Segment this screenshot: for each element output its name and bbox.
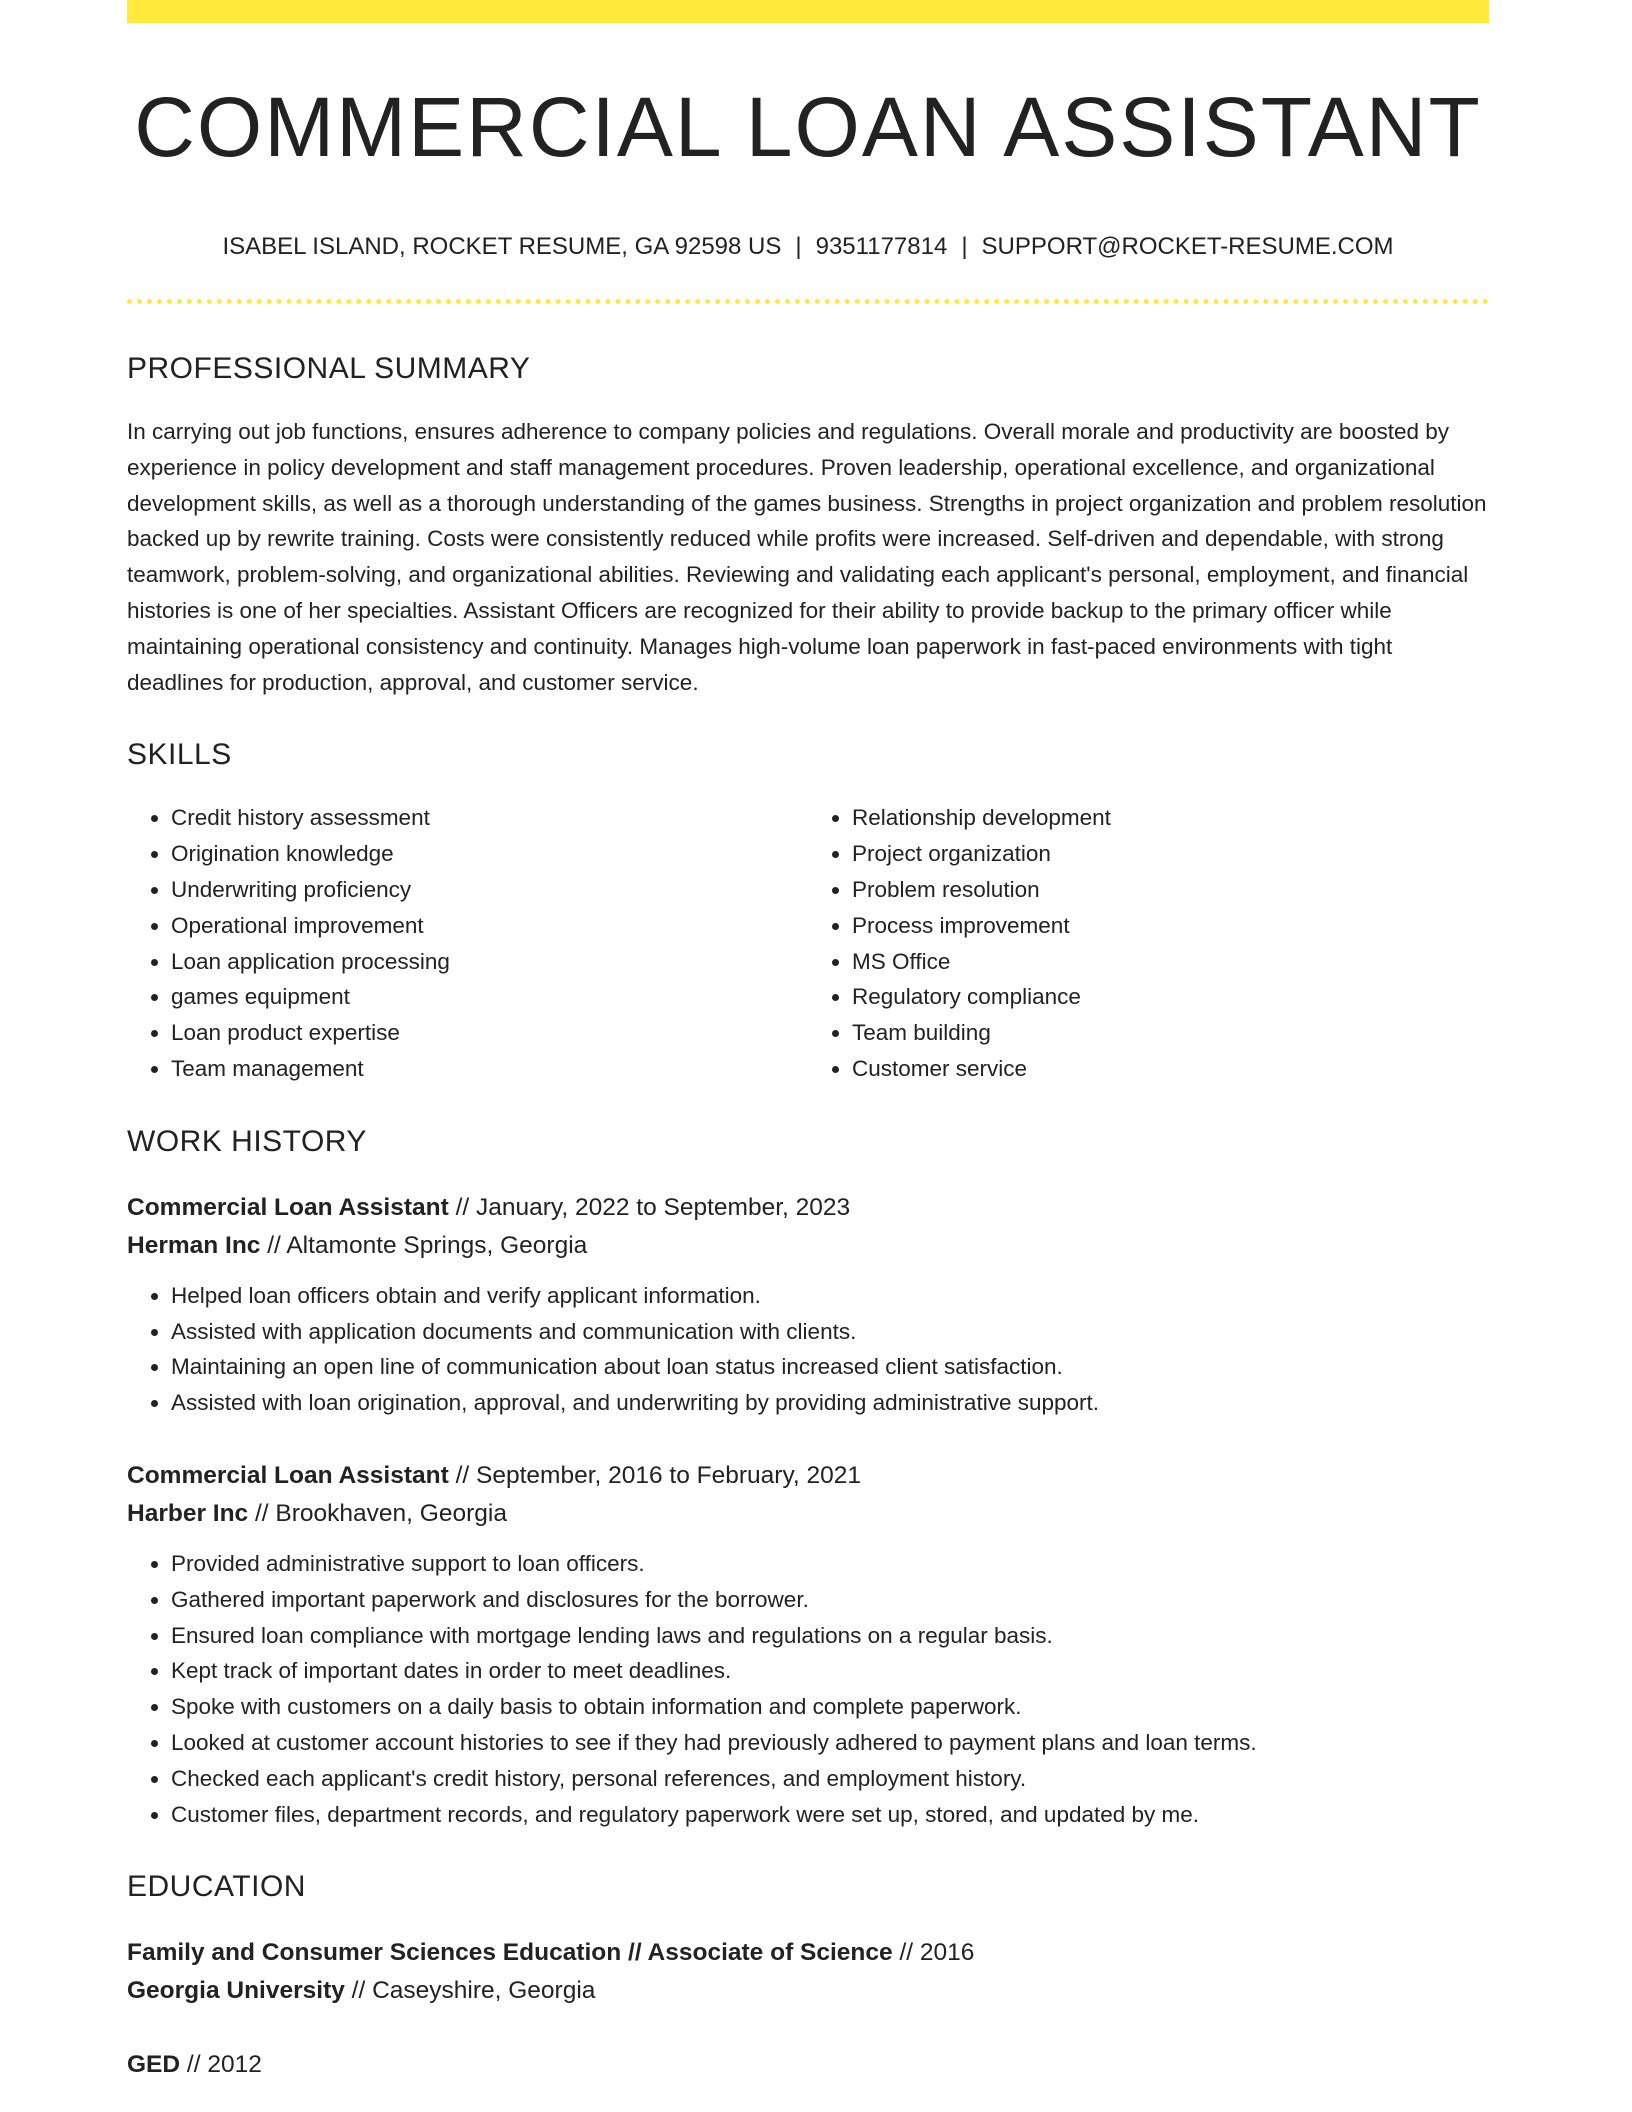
job-company-line	[127, 1227, 1489, 1265]
job-bullet: • Customer files, department records, and regulatory paperwork were set up, stored, and updated by me.	[171, 1797, 1489, 1833]
resume-name-title: COMMERCIAL LOAN ASSISTANT	[134, 80, 1482, 174]
education-entry	[127, 1934, 1489, 2010]
education-school-line	[127, 1972, 1489, 2010]
job-bullet: • Assisted with application documents and communication with clients.	[171, 1314, 1489, 1350]
job-bullet: • Assisted with loan origination, approval, and underwriting by providing administrative support.	[171, 1385, 1489, 1421]
skill-item: • Underwriting proficiency	[171, 872, 808, 908]
skill-item: • MS Office	[852, 944, 1489, 980]
skills-heading: SKILLS	[127, 738, 232, 772]
skill-item: • Process improvement	[852, 908, 1489, 944]
skills-left-list	[127, 800, 808, 1086]
contact-email: SUPPORT@ROCKET-RESUME.COM	[981, 233, 1394, 260]
education-year: // 2012	[180, 2051, 262, 2079]
job-bullet: • Checked each applicant's credit history, personal references, and employment history.	[171, 1761, 1489, 1797]
job-bullet: • Spoke with customers on a daily basis to obtain information and complete paperwork.	[171, 1689, 1489, 1725]
education-school: Georgia University	[127, 1977, 345, 2005]
skill-item: • Origination knowledge	[171, 836, 808, 872]
job-location: // Altamonte Springs, Georgia	[260, 1231, 588, 1259]
skill-item: • Relationship development	[852, 800, 1489, 836]
job-bullet: • Helped loan officers obtain and verify applicant information.	[171, 1278, 1489, 1314]
skill-item: • Team building	[852, 1015, 1489, 1051]
job-bullets	[127, 1546, 1489, 1832]
skill-item: • Operational improvement	[171, 908, 808, 944]
job-dates: // January, 2022 to September, 2023	[448, 1193, 851, 1221]
skill-item: • Credit history assessment	[171, 800, 808, 836]
education-location: // Caseyshire, Georgia	[344, 1977, 596, 2005]
education-degree: GED	[127, 2051, 181, 2079]
job-bullet: • Maintaining an open line of communication about loan status increased client satisfaction.	[171, 1349, 1489, 1385]
education-year: // 2016	[892, 1939, 975, 1967]
job-bullet: • Kept track of important dates in order to meet deadlines.	[171, 1653, 1489, 1689]
job-bullet: • Gathered important paperwork and disclosures for the borrower.	[171, 1582, 1489, 1618]
contact-line	[127, 235, 1489, 259]
job-entry	[127, 1457, 1489, 1832]
skill-item: • Customer service	[852, 1051, 1489, 1087]
skill-item: • Problem resolution	[852, 872, 1489, 908]
job-bullet: • Ensured loan compliance with mortgage lending laws and regulations on a regular basis.	[171, 1618, 1489, 1654]
summary-heading: PROFESSIONAL SUMMARY	[127, 352, 531, 385]
contact-phone: 9351177814	[815, 233, 948, 260]
education-heading: EDUCATION	[127, 1870, 306, 1904]
contact-address: ISABEL ISLAND, ROCKET RESUME, GA 92598 US	[222, 233, 782, 260]
job-bullet: • Provided administrative support to loan officers.	[171, 1546, 1489, 1582]
skills-columns	[127, 800, 1489, 1086]
job-location: // Brookhaven, Georgia	[248, 1499, 507, 1527]
education-entry	[127, 2046, 1489, 2084]
skills-right-list	[808, 800, 1489, 1086]
skill-item: • Team management	[171, 1051, 808, 1087]
skill-item: • Regulatory compliance	[852, 979, 1489, 1015]
job-company-line	[127, 1495, 1489, 1533]
job-bullets	[127, 1278, 1489, 1421]
accent-top-bar	[127, 0, 1489, 23]
skill-item: • games equipment	[171, 979, 808, 1015]
job-role: Commercial Loan Assistant	[127, 1461, 449, 1489]
contact-separator: |	[961, 233, 968, 260]
skill-item: • Project organization	[852, 836, 1489, 872]
job-dates: // September, 2016 to February, 2021	[448, 1461, 861, 1489]
job-bullet: • Looked at customer account histories to see if they had previously adhered to payment plans and loan terms.	[171, 1725, 1489, 1761]
job-company: Harber Inc	[127, 1499, 249, 1527]
resume-page	[127, 0, 1489, 2084]
skill-item: • Loan application processing	[171, 944, 808, 980]
education-degree-line	[127, 1934, 1489, 1972]
job-role: Commercial Loan Assistant	[127, 1193, 449, 1221]
job-company: Herman Inc	[127, 1231, 261, 1259]
education-degree-line	[127, 2046, 1489, 2084]
skill-item: • Loan product expertise	[171, 1015, 808, 1051]
job-title-line	[127, 1457, 1489, 1495]
dotted-divider	[127, 299, 1489, 304]
job-entry	[127, 1189, 1489, 1421]
education-degree: Family and Consumer Sciences Education // Associate of Science	[127, 1939, 893, 1967]
summary-text: In carrying out job functions, ensures adherence to company policies and regulations. Overall morale and productivity are boosted by experience in policy development and staff management procedures. Proven leadership, operational excellence, and organizational development skills, as well as a thorough understanding of the games business. Strengths in project organization and problem resolution backed up by rewrite training. Costs were consistently reduced while profits were increased. Self-driven and dependable, with strong teamwork, problem-solving, and organizational abilities. Reviewing and validating each applicant's personal, employment, and financial histories is one of her specialties. Assistant Officers are recognized for their ability to provide backup to the primary officer while maintaining operational consistency and continuity. Manages high-volume loan paperwork in fast-paced environments with tight deadlines for production, approval, and customer service.	[127, 419, 1487, 695]
job-title-line	[127, 1189, 1489, 1227]
contact-separator: |	[795, 233, 802, 260]
work-history-heading: WORK HISTORY	[127, 1124, 367, 1158]
